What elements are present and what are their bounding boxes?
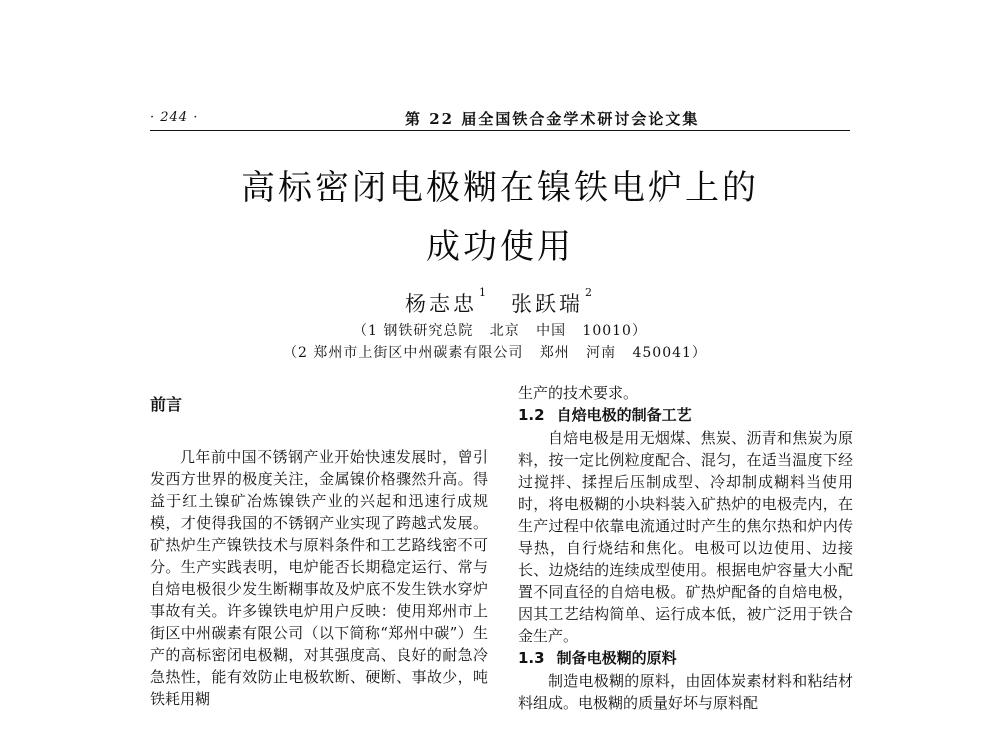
author-name: 张跃瑞: [511, 292, 583, 316]
author-affiliation-mark: 2: [585, 286, 595, 299]
section-number: 1.2: [518, 406, 545, 424]
paper-title-line-2: 成功使用: [426, 227, 574, 267]
author-name: 杨志忠: [405, 292, 477, 316]
running-header: [150, 108, 850, 131]
journal-title: 第 22 届全国铁合金学术研讨会论文集: [405, 110, 700, 128]
section-heading-1-3: [518, 647, 853, 670]
section-1-3-paragraph: 制造电极糊的原料，由固体炭素材料和粘结材料组成。电极糊的质量好坏与原料配: [518, 672, 853, 712]
section-title: 自焙电极的制备工艺: [556, 406, 692, 424]
section-title: 制备电极糊的原料: [556, 649, 677, 667]
section-heading-1-2: [518, 404, 853, 427]
continued-text: 生产的技术要求。: [518, 384, 639, 402]
preface-paragraph: 几年前中国不锈钢产业开始快速发展时，曾引发西方世界的极度关注，金属镍价格骤然升高。得益于红土镍矿冶炼镍铁产业的兴起和迅速行成规模，才使得我国的不锈钢产业实现了跨越式发展。矿热炉生产镍铁技术与原料条件和工艺路线密不可分。生产实践表明，电炉能否长期稳定运行、常与自焙电极很少发生断糊事故及炉底不发生铁水穿炉事故有关。许多镍铁电炉用户反映：使用郑州市上街区中州碳素有限公司（以下简称“郑州中碳”）生产的高标密闭电极糊，对其强度高、良好的耐急冷急热性，能有效防止电极软断、硬断、事故少，吨铁耗用糊: [150, 448, 488, 708]
section-number: 1.3: [518, 649, 545, 667]
paper-title-line-1: 高标密闭电极糊在镍铁电炉上的: [241, 168, 759, 208]
page-number: · 244 ·: [150, 110, 199, 125]
affiliation-2: （2 郑州市上街区中州碳素有限公司 郑州 河南 450041）: [283, 345, 707, 361]
right-column: [518, 382, 853, 714]
affiliation-1: （1 钢铁研究总院 北京 中国 10010）: [353, 323, 647, 339]
section-1-2-paragraph: 自焙电极是用无烟煤、焦炭、沥青和焦炭为原料，按一定比例粒度配合、混匀，在适当温度下经过搅拌、揉捏后压制成型、冷却制成糊料当使用时，将电极糊的小块料装入矿热炉的电极壳内，在生产过程中依靠电流通过时产生的焦尔热和炉内传导热，自行烧结和焦化。电极可以边使用、边接长、边烧结的连续成型使用。根据电炉容量大小配置不同直径的自焙电极。矿热炉配备的自焙电极，因其工艺结构简单、运行成本低，被广泛用于铁合金生产。: [518, 429, 853, 645]
author-affiliation-mark: 1: [479, 286, 489, 299]
preface-heading: 前言: [150, 395, 183, 414]
author-list: [0, 288, 1000, 318]
left-column: [150, 394, 488, 710]
